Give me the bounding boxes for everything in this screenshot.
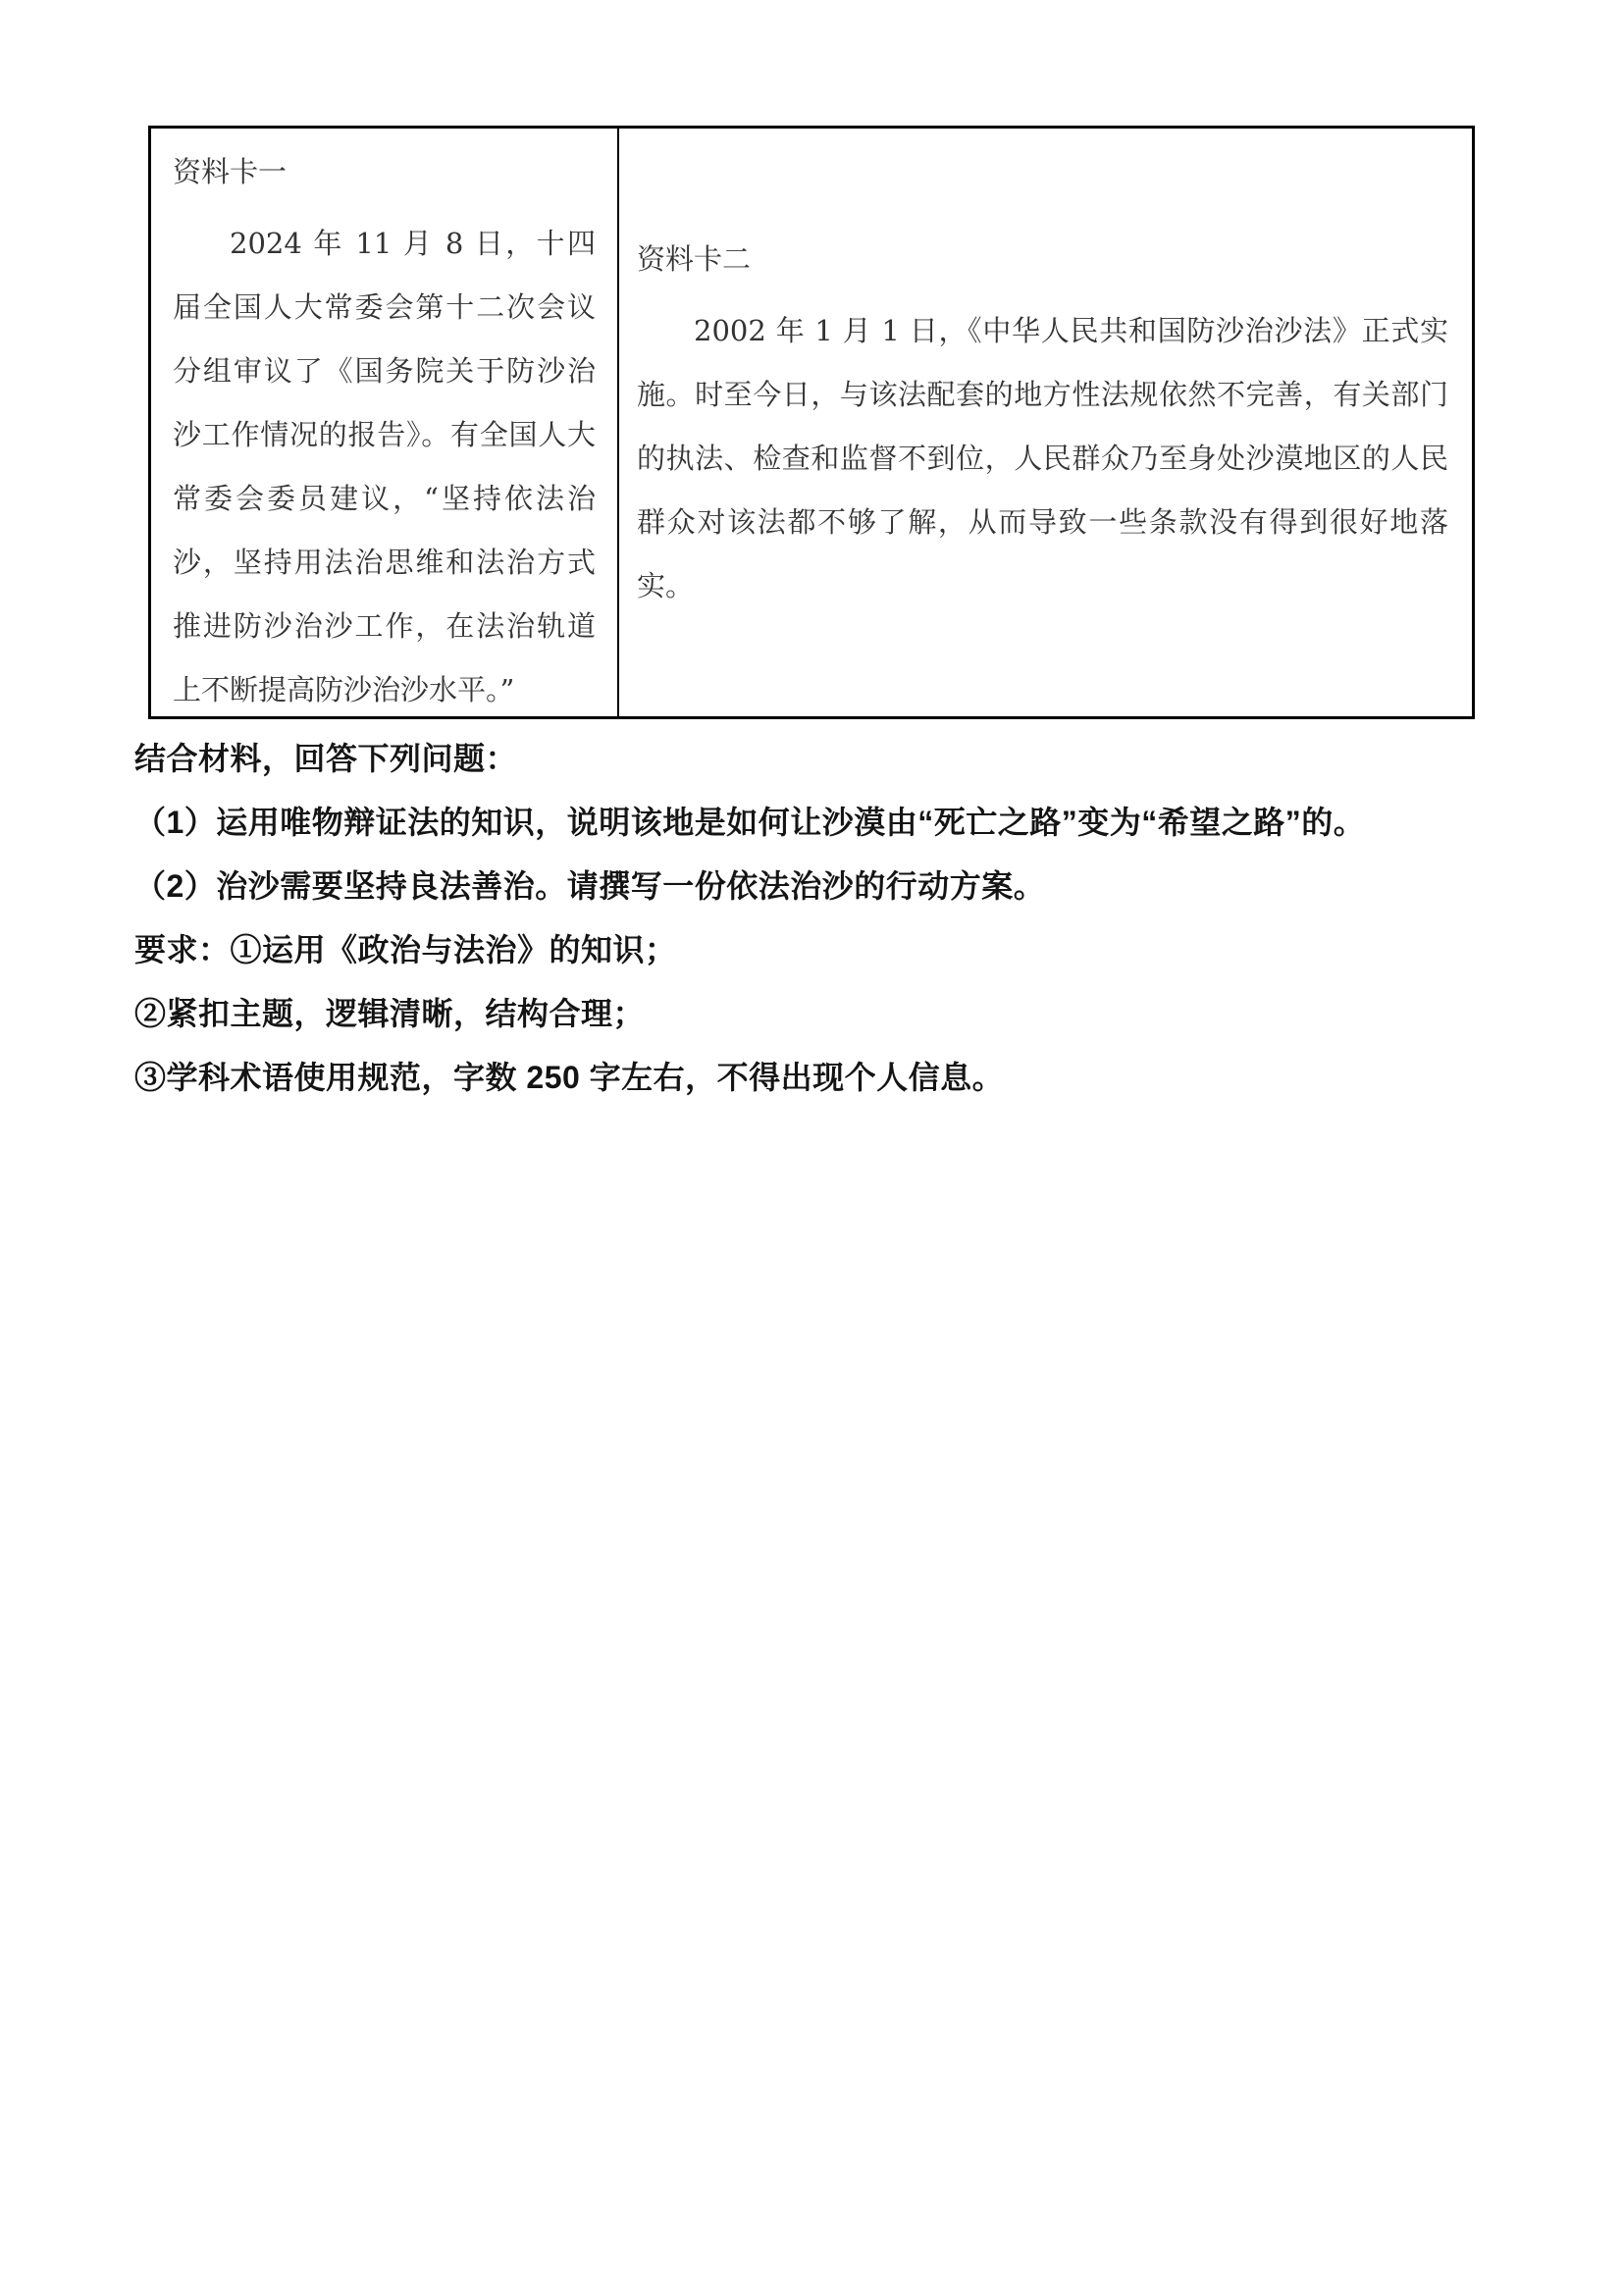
requirement-3: ③学科术语使用规范，字数 250 字左右，不得出现个人信息。	[134, 1060, 1005, 1095]
questions-intro: 结合材料，回答下列问题：	[134, 741, 518, 776]
question-2: （2）治沙需要坚持良法善治。请撰写一份依法治沙的行动方案。	[134, 868, 1046, 904]
material-card-1-title: 资料卡一	[173, 155, 288, 188]
question-1: （1）运用唯物辩证法的知识，说明该地是如何让沙漠由“死亡之路”变为“希望之路”的。	[134, 805, 1366, 840]
requirement-2: ②紧扣主题，逻辑清晰，结构合理；	[134, 996, 646, 1031]
question-block	[134, 727, 1508, 1110]
material-card-2-paragraph: 2002 年 1 月 1 日，《中华人民共和国防沙治沙法》正式实施。时至今日，与该法配套的地方性法规依然不完善，有关部门的执法、检查和监督不到位，人民群众乃至身处沙漠地区的人民群众对该法都不够了解，从而导致一些条款没有得到很好地落实。	[637, 313, 1448, 602]
material-cards-table	[148, 126, 1475, 719]
material-card-1-paragraph: 2024 年 11 月 8 日，十四届全国人大常委会第十二次会议分组审议了《国务院关于防沙治沙工作情况的报告》。有全国人大常委会委员建议，“坚持依法治沙，坚持用法治思维和法治方式推进防沙治沙工作，在法治轨道上不断提高防沙治沙水平。”	[173, 227, 596, 706]
material-card-1-cell	[151, 129, 619, 716]
requirement-lead: 要求：①运用《政治与法治》的知识；	[134, 932, 677, 967]
material-card-2-title: 资料卡二	[637, 241, 752, 276]
material-card-2-cell	[619, 129, 1472, 716]
